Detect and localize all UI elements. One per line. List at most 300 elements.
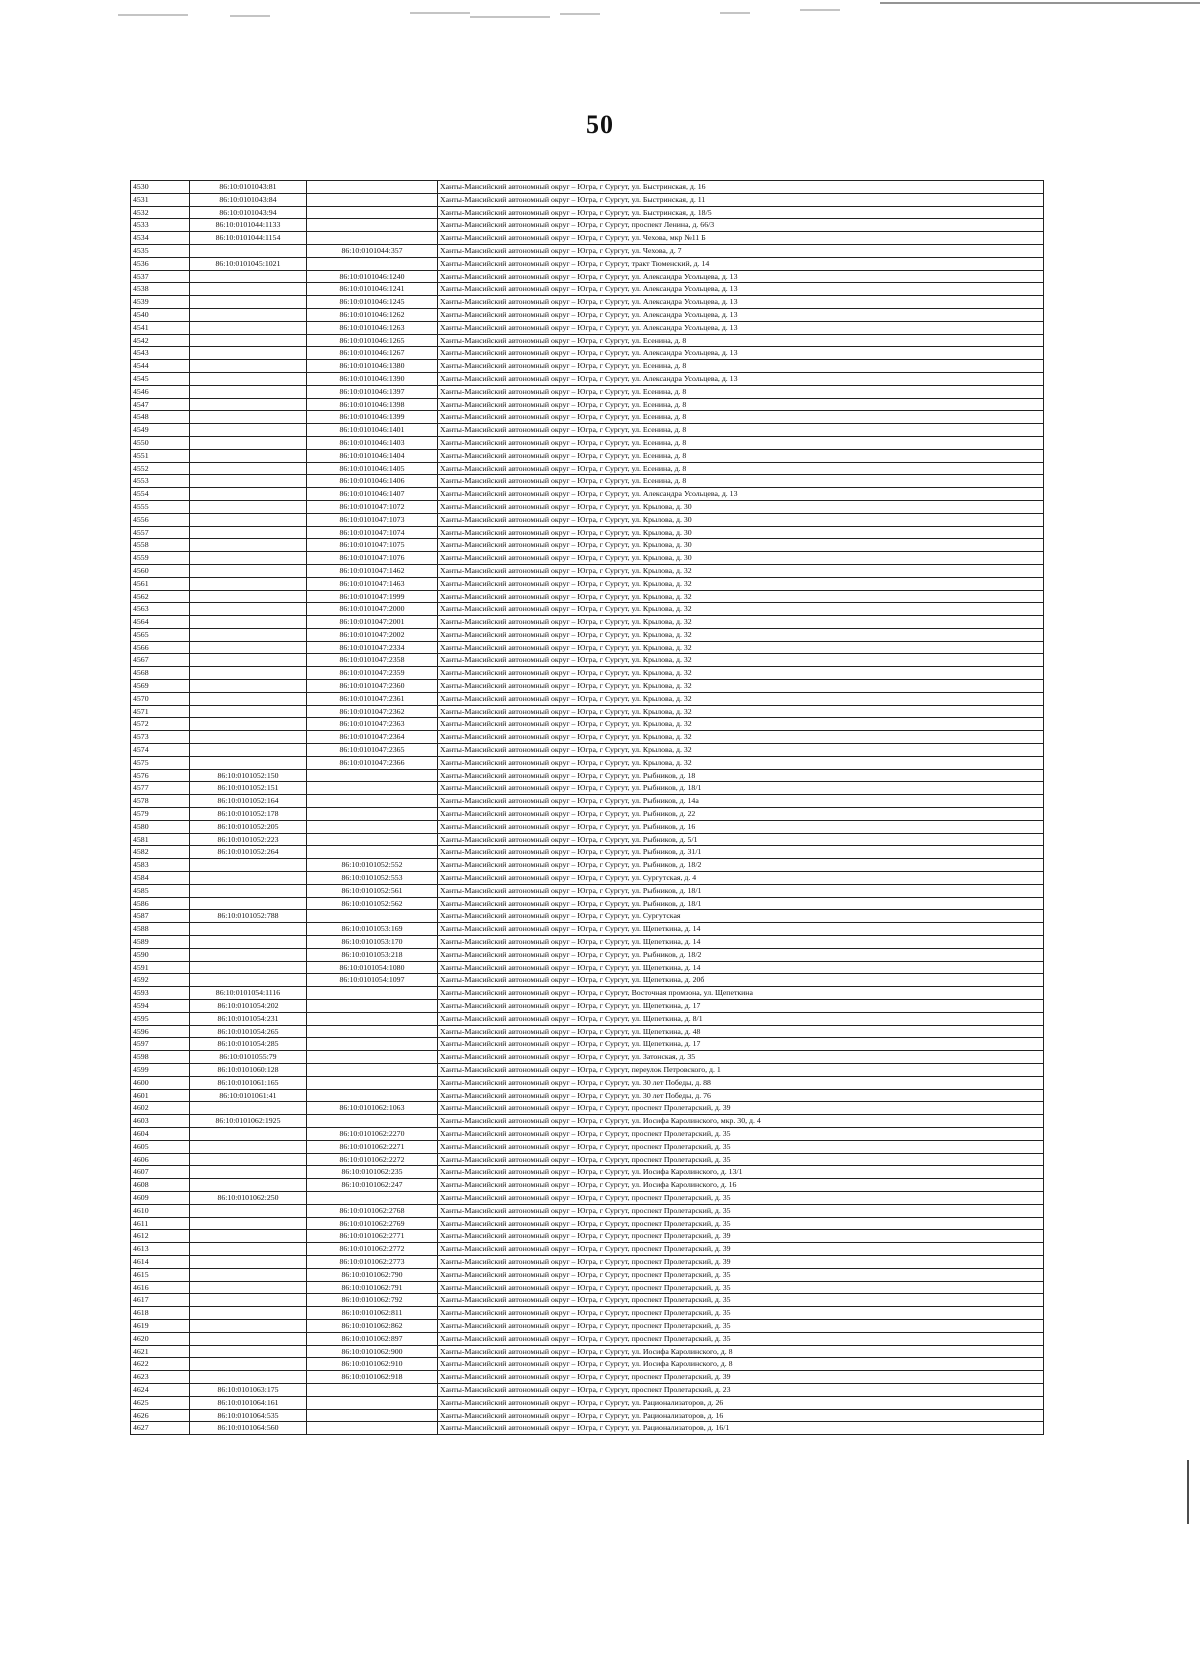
row-number: 4578 [131,795,190,808]
land-cadastral-number: 86:10:0101052:151 [190,782,307,795]
land-cadastral-number: 86:10:0101054:285 [190,1038,307,1051]
table-row [131,577,1044,590]
building-cadastral-number [307,1191,438,1204]
table-row [131,1217,1044,1230]
building-cadastral-number: 86:10:0101062:2270 [307,1127,438,1140]
land-cadastral-number: 86:10:0101064:560 [190,1422,307,1435]
land-cadastral-number [190,488,307,501]
table-row [131,321,1044,334]
land-cadastral-number: 86:10:0101052:223 [190,833,307,846]
row-number: 4574 [131,744,190,757]
address: Ханты-Мансийский автономный округ – Югра, г Сургут, ул. Крылова, д. 32 [438,628,1044,641]
table-row [131,616,1044,629]
land-cadastral-number [190,974,307,987]
building-cadastral-number: 86:10:0101062:811 [307,1307,438,1320]
row-number: 4595 [131,1012,190,1025]
building-cadastral-number: 86:10:0101052:553 [307,872,438,885]
row-number: 4544 [131,360,190,373]
address: Ханты-Мансийский автономный округ – Югра, г Сургут, тракт Тюменский, д. 14 [438,257,1044,270]
table-row [131,1063,1044,1076]
row-number: 4541 [131,321,190,334]
land-cadastral-number: 86:10:0101052:205 [190,820,307,833]
registry-table [130,180,1044,1435]
table-row [131,795,1044,808]
land-cadastral-number [190,372,307,385]
address: Ханты-Мансийский автономный округ – Югра, г Сургут, ул. Александра Усольцева, д. 13 [438,347,1044,360]
address: Ханты-Мансийский автономный округ – Югра, г Сургут, ул. Есенина, д. 8 [438,449,1044,462]
table-row [131,360,1044,373]
building-cadastral-number: 86:10:0101053:218 [307,948,438,961]
row-number: 4564 [131,616,190,629]
table-row [131,1102,1044,1115]
building-cadastral-number: 86:10:0101047:2366 [307,756,438,769]
table-row [131,782,1044,795]
address: Ханты-Мансийский автономный округ – Югра, г Сургут, ул. Рыбников, д. 18/2 [438,859,1044,872]
address: Ханты-Мансийский автономный округ – Югра, г Сургут, ул. Иосифа Каролинского, д. 16 [438,1179,1044,1192]
address: Ханты-Мансийский автономный округ – Югра, г Сургут, ул. Рационализаторов, д. 16 [438,1409,1044,1422]
row-number: 4618 [131,1307,190,1320]
row-number: 4581 [131,833,190,846]
building-cadastral-number [307,193,438,206]
row-number: 4597 [131,1038,190,1051]
building-cadastral-number: 86:10:0101047:2365 [307,744,438,757]
land-cadastral-number [190,1166,307,1179]
address: Ханты-Мансийский автономный округ – Югра, г Сургут, проспект Пролетарский, д. 35 [438,1127,1044,1140]
row-number: 4608 [131,1179,190,1192]
address: Ханты-Мансийский автономный округ – Югра, г Сургут, ул. Сургутская, д. 4 [438,872,1044,885]
building-cadastral-number: 86:10:0101047:2361 [307,692,438,705]
building-cadastral-number: 86:10:0101046:1405 [307,462,438,475]
land-cadastral-number [190,513,307,526]
row-number: 4532 [131,206,190,219]
land-cadastral-number [190,1294,307,1307]
land-cadastral-number [190,1371,307,1384]
land-cadastral-number [190,1102,307,1115]
address: Ханты-Мансийский автономный округ – Югра, г Сургут, ул. Сургутская [438,910,1044,923]
table-row [131,846,1044,859]
table-row [131,488,1044,501]
address: Ханты-Мансийский автономный округ – Югра, г Сургут, ул. Рыбников, д. 18 [438,769,1044,782]
address: Ханты-Мансийский автономный округ – Югра, г Сургут, ул. Есенина, д. 8 [438,334,1044,347]
row-number: 4591 [131,961,190,974]
table-row [131,1371,1044,1384]
building-cadastral-number [307,1089,438,1102]
building-cadastral-number: 86:10:0101047:1463 [307,577,438,590]
address: Ханты-Мансийский автономный округ – Югра, г Сургут, ул. Есенина, д. 8 [438,360,1044,373]
row-number: 4566 [131,641,190,654]
row-number: 4602 [131,1102,190,1115]
table-row [131,1307,1044,1320]
building-cadastral-number: 86:10:0101046:1399 [307,411,438,424]
table-row [131,1358,1044,1371]
building-cadastral-number: 86:10:0101046:1241 [307,283,438,296]
address: Ханты-Мансийский автономный округ – Югра, г Сургут, ул. Крылова, д. 32 [438,705,1044,718]
table-row [131,769,1044,782]
land-cadastral-number [190,603,307,616]
address: Ханты-Мансийский автономный округ – Югра, г Сургут, ул. Быстринская, д. 11 [438,193,1044,206]
building-cadastral-number [307,846,438,859]
table-row [131,731,1044,744]
building-cadastral-number: 86:10:0101046:1245 [307,296,438,309]
table-row [131,1255,1044,1268]
table-row [131,872,1044,885]
address: Ханты-Мансийский автономный округ – Югра, г Сургут, ул. Крылова, д. 30 [438,513,1044,526]
table-row [131,756,1044,769]
building-cadastral-number: 86:10:0101062:2771 [307,1230,438,1243]
row-number: 4547 [131,398,190,411]
building-cadastral-number: 86:10:0101047:1073 [307,513,438,526]
land-cadastral-number: 86:10:0101043:84 [190,193,307,206]
table-row [131,590,1044,603]
table-row [131,1230,1044,1243]
land-cadastral-number: 86:10:0101052:150 [190,769,307,782]
building-cadastral-number [307,1000,438,1013]
row-number: 4537 [131,270,190,283]
row-number: 4533 [131,219,190,232]
land-cadastral-number [190,283,307,296]
building-cadastral-number: 86:10:0101062:235 [307,1166,438,1179]
land-cadastral-number [190,923,307,936]
land-cadastral-number [190,897,307,910]
address: Ханты-Мансийский автономный округ – Югра, г Сургут, ул. Рыбников, д. 14а [438,795,1044,808]
address: Ханты-Мансийский автономный округ – Югра, г Сургут, ул. Крылова, д. 32 [438,756,1044,769]
table-row [131,181,1044,194]
table-row [131,987,1044,1000]
table-row [131,744,1044,757]
building-cadastral-number [307,782,438,795]
row-number: 4625 [131,1396,190,1409]
land-cadastral-number [190,936,307,949]
building-cadastral-number: 86:10:0101047:1076 [307,552,438,565]
table-row [131,974,1044,987]
building-cadastral-number: 86:10:0101047:2002 [307,628,438,641]
land-cadastral-number: 86:10:0101043:94 [190,206,307,219]
land-cadastral-number [190,308,307,321]
address: Ханты-Мансийский автономный округ – Югра, г Сургут, проспект Пролетарский, д. 39 [438,1102,1044,1115]
address: Ханты-Мансийский автономный округ – Югра, г Сургут, ул. Рационализаторов, д. 26 [438,1396,1044,1409]
address: Ханты-Мансийский автономный округ – Югра, г Сургут, ул. Есенина, д. 8 [438,462,1044,475]
land-cadastral-number: 86:10:0101052:788 [190,910,307,923]
table-row [131,552,1044,565]
land-cadastral-number [190,1281,307,1294]
row-number: 4576 [131,769,190,782]
table-row [131,334,1044,347]
table-row [131,948,1044,961]
building-cadastral-number [307,910,438,923]
address: Ханты-Мансийский автономный округ – Югра, г Сургут, проспект Пролетарский, д. 39 [438,1243,1044,1256]
row-number: 4538 [131,283,190,296]
address: Ханты-Мансийский автономный округ – Югра, г Сургут, проспект Пролетарский, д. 35 [438,1332,1044,1345]
row-number: 4572 [131,718,190,731]
land-cadastral-number: 86:10:0101063:175 [190,1383,307,1396]
table-row [131,833,1044,846]
address: Ханты-Мансийский автономный округ – Югра, г Сургут, ул. Крылова, д. 32 [438,680,1044,693]
row-number: 4535 [131,244,190,257]
building-cadastral-number [307,232,438,245]
row-number: 4543 [131,347,190,360]
land-cadastral-number [190,744,307,757]
table-row [131,1179,1044,1192]
address: Ханты-Мансийский автономный округ – Югра, г Сургут, Восточная промзона, ул. Щепеткина [438,987,1044,1000]
address: Ханты-Мансийский автономный округ – Югра, г Сургут, ул. Быстринская, д. 18/5 [438,206,1044,219]
building-cadastral-number: 86:10:0101046:1401 [307,424,438,437]
building-cadastral-number: 86:10:0101044:357 [307,244,438,257]
land-cadastral-number [190,756,307,769]
row-number: 4619 [131,1319,190,1332]
row-number: 4620 [131,1332,190,1345]
address: Ханты-Мансийский автономный округ – Югра, г Сургут, ул. 30 лет Победы, д. 76 [438,1089,1044,1102]
building-cadastral-number: 86:10:0101047:2359 [307,667,438,680]
row-number: 4590 [131,948,190,961]
row-number: 4577 [131,782,190,795]
building-cadastral-number: 86:10:0101046:1404 [307,449,438,462]
table-row [131,244,1044,257]
table-row [131,424,1044,437]
address: Ханты-Мансийский автономный округ – Югра, г Сургут, проспект Пролетарский, д. 35 [438,1307,1044,1320]
address: Ханты-Мансийский автономный округ – Югра, г Сургут, проспект Пролетарский, д. 35 [438,1281,1044,1294]
land-cadastral-number [190,1307,307,1320]
land-cadastral-number [190,577,307,590]
row-number: 4621 [131,1345,190,1358]
building-cadastral-number: 86:10:0101047:2363 [307,718,438,731]
row-number: 4570 [131,692,190,705]
table-row [131,1076,1044,1089]
land-cadastral-number: 86:10:0101052:164 [190,795,307,808]
land-cadastral-number [190,244,307,257]
building-cadastral-number [307,206,438,219]
page-number: 50 [586,110,614,139]
land-cadastral-number [190,1217,307,1230]
row-number: 4604 [131,1127,190,1140]
table-row [131,936,1044,949]
address: Ханты-Мансийский автономный округ – Югра, г Сургут, ул. Щепеткина, д. 14 [438,936,1044,949]
row-number: 4539 [131,296,190,309]
row-number: 4573 [131,731,190,744]
building-cadastral-number: 86:10:0101047:2362 [307,705,438,718]
address: Ханты-Мансийский автономный округ – Югра, г Сургут, ул. Александра Усольцева, д. 13 [438,308,1044,321]
row-number: 4555 [131,500,190,513]
building-cadastral-number [307,1409,438,1422]
building-cadastral-number [307,219,438,232]
row-number: 4606 [131,1153,190,1166]
address: Ханты-Мансийский автономный округ – Югра, г Сургут, ул. Затонская, д. 35 [438,1051,1044,1064]
land-cadastral-number: 86:10:0101055:79 [190,1051,307,1064]
land-cadastral-number [190,1179,307,1192]
address: Ханты-Мансийский автономный округ – Югра, г Сургут, проспект Пролетарский, д. 23 [438,1383,1044,1396]
address: Ханты-Мансийский автономный округ – Югра, г Сургут, ул. Крылова, д. 32 [438,731,1044,744]
row-number: 4580 [131,820,190,833]
row-number: 4596 [131,1025,190,1038]
building-cadastral-number: 86:10:0101046:1262 [307,308,438,321]
building-cadastral-number: 86:10:0101052:561 [307,884,438,897]
row-number: 4557 [131,526,190,539]
land-cadastral-number [190,424,307,437]
land-cadastral-number [190,564,307,577]
building-cadastral-number: 86:10:0101046:1263 [307,321,438,334]
table-row [131,718,1044,731]
land-cadastral-number [190,1140,307,1153]
land-cadastral-number [190,334,307,347]
address: Ханты-Мансийский автономный округ – Югра, г Сургут, ул. Иосифа Каролинского, д. 13/1 [438,1166,1044,1179]
building-cadastral-number: 86:10:0101047:2000 [307,603,438,616]
building-cadastral-number: 86:10:0101047:1072 [307,500,438,513]
land-cadastral-number [190,1243,307,1256]
building-cadastral-number: 86:10:0101046:1267 [307,347,438,360]
address: Ханты-Мансийский автономный округ – Югра, г Сургут, ул. Есенина, д. 8 [438,411,1044,424]
land-cadastral-number [190,500,307,513]
table-row [131,859,1044,872]
row-number: 4556 [131,513,190,526]
address: Ханты-Мансийский автономный округ – Югра, г Сургут, ул. Рыбников, д. 18/2 [438,948,1044,961]
row-number: 4540 [131,308,190,321]
building-cadastral-number: 86:10:0101046:1265 [307,334,438,347]
building-cadastral-number: 86:10:0101047:1074 [307,526,438,539]
table-row [131,628,1044,641]
address: Ханты-Мансийский автономный округ – Югра, г Сургут, проспект Пролетарский, д. 35 [438,1140,1044,1153]
row-number: 4584 [131,872,190,885]
row-number: 4542 [131,334,190,347]
address: Ханты-Мансийский автономный округ – Югра, г Сургут, ул. Иосифа Каролинского, мкр. 30, д. 4 [438,1115,1044,1128]
building-cadastral-number: 86:10:0101054:1080 [307,961,438,974]
table-row [131,1012,1044,1025]
table-row [131,1396,1044,1409]
land-cadastral-number [190,641,307,654]
address: Ханты-Мансийский автономный округ – Югра, г Сургут, ул. Иосифа Каролинского, д. 8 [438,1345,1044,1358]
address: Ханты-Мансийский автономный округ – Югра, г Сургут, ул. 30 лет Победы, д. 88 [438,1076,1044,1089]
scan-edge-mark [1187,1460,1189,1524]
land-cadastral-number [190,1153,307,1166]
land-cadastral-number [190,667,307,680]
row-number: 4571 [131,705,190,718]
land-cadastral-number [190,1204,307,1217]
row-number: 4552 [131,462,190,475]
land-cadastral-number: 86:10:0101044:1154 [190,232,307,245]
address: Ханты-Мансийский автономный округ – Югра, г Сургут, проспект Пролетарский, д. 35 [438,1319,1044,1332]
land-cadastral-number [190,654,307,667]
row-number: 4575 [131,756,190,769]
building-cadastral-number: 86:10:0101052:562 [307,897,438,910]
address: Ханты-Мансийский автономный округ – Югра, г Сургут, ул. Рыбников, д. 16 [438,820,1044,833]
address: Ханты-Мансийский автономный округ – Югра, г Сургут, ул. Крылова, д. 32 [438,564,1044,577]
table-row [131,1345,1044,1358]
address: Ханты-Мансийский автономный округ – Югра, г Сургут, ул. Крылова, д. 30 [438,526,1044,539]
land-cadastral-number [190,296,307,309]
land-cadastral-number [190,1127,307,1140]
address: Ханты-Мансийский автономный округ – Югра, г Сургут, ул. Есенина, д. 8 [438,475,1044,488]
row-number: 4613 [131,1243,190,1256]
address: Ханты-Мансийский автономный округ – Югра, г Сургут, ул. Быстринская, д. 16 [438,181,1044,194]
table-row [131,436,1044,449]
address: Ханты-Мансийский автономный округ – Югра, г Сургут, проспект Пролетарский, д. 39 [438,1371,1044,1384]
row-number: 4567 [131,654,190,667]
table-row [131,1191,1044,1204]
table-row [131,539,1044,552]
building-cadastral-number [307,1038,438,1051]
row-number: 4550 [131,436,190,449]
address: Ханты-Мансийский автономный округ – Югра, г Сургут, ул. Крылова, д. 32 [438,616,1044,629]
row-number: 4549 [131,424,190,437]
land-cadastral-number: 86:10:0101064:161 [190,1396,307,1409]
row-number: 4626 [131,1409,190,1422]
land-cadastral-number [190,616,307,629]
table-row [131,884,1044,897]
land-cadastral-number [190,526,307,539]
building-cadastral-number: 86:10:0101046:1398 [307,398,438,411]
land-cadastral-number: 86:10:0101054:202 [190,1000,307,1013]
row-number: 4605 [131,1140,190,1153]
table-row [131,564,1044,577]
building-cadastral-number: 86:10:0101047:2358 [307,654,438,667]
building-cadastral-number: 86:10:0101062:2769 [307,1217,438,1230]
address: Ханты-Мансийский автономный округ – Югра, г Сургут, ул. Есенина, д. 8 [438,398,1044,411]
building-cadastral-number [307,1051,438,1064]
building-cadastral-number: 86:10:0101062:897 [307,1332,438,1345]
table-row [131,283,1044,296]
address: Ханты-Мансийский автономный округ – Югра, г Сургут, проспект Пролетарский, д. 35 [438,1268,1044,1281]
table-row [131,1127,1044,1140]
row-number: 4562 [131,590,190,603]
land-cadastral-number [190,884,307,897]
building-cadastral-number: 86:10:0101062:2768 [307,1204,438,1217]
land-cadastral-number: 86:10:0101062:1925 [190,1115,307,1128]
row-number: 4560 [131,564,190,577]
row-number: 4615 [131,1268,190,1281]
table-row [131,923,1044,936]
address: Ханты-Мансийский автономный округ – Югра, г Сургут, ул. Рыбников, д. 22 [438,808,1044,821]
row-number: 4561 [131,577,190,590]
row-number: 4563 [131,603,190,616]
address: Ханты-Мансийский автономный округ – Югра, г Сургут, ул. Рыбников, д. 31/1 [438,846,1044,859]
building-cadastral-number: 86:10:0101047:1999 [307,590,438,603]
address: Ханты-Мансийский автономный округ – Югра, г Сургут, проспект Пролетарский, д. 39 [438,1255,1044,1268]
row-number: 4582 [131,846,190,859]
table-row [131,1166,1044,1179]
land-cadastral-number: 86:10:0101052:264 [190,846,307,859]
address: Ханты-Мансийский автономный округ – Югра, г Сургут, ул. Щепеткина, д. 20б [438,974,1044,987]
table-row [131,1115,1044,1128]
row-number: 4579 [131,808,190,821]
address: Ханты-Мансийский автономный округ – Югра, г Сургут, ул. Чехова, д. 7 [438,244,1044,257]
land-cadastral-number [190,731,307,744]
row-number: 4530 [131,181,190,194]
building-cadastral-number: 86:10:0101062:791 [307,1281,438,1294]
land-cadastral-number [190,680,307,693]
building-cadastral-number: 86:10:0101062:790 [307,1268,438,1281]
building-cadastral-number [307,1025,438,1038]
address: Ханты-Мансийский автономный округ – Югра, г Сургут, проспект Ленина, д. 66/3 [438,219,1044,232]
building-cadastral-number: 86:10:0101046:1390 [307,372,438,385]
row-number: 4622 [131,1358,190,1371]
address: Ханты-Мансийский автономный округ – Югра, г Сургут, проспект Пролетарский, д. 35 [438,1153,1044,1166]
table-row [131,193,1044,206]
row-number: 4617 [131,1294,190,1307]
row-number: 4599 [131,1063,190,1076]
land-cadastral-number [190,1268,307,1281]
building-cadastral-number: 86:10:0101046:1380 [307,360,438,373]
land-cadastral-number: 86:10:0101045:1021 [190,257,307,270]
address: Ханты-Мансийский автономный округ – Югра, г Сургут, ул. Александра Усольцева, д. 13 [438,321,1044,334]
row-number: 4583 [131,859,190,872]
row-number: 4545 [131,372,190,385]
table-row [131,1038,1044,1051]
table-row [131,692,1044,705]
table-row [131,1268,1044,1281]
table-row [131,1089,1044,1102]
building-cadastral-number: 86:10:0101062:2271 [307,1140,438,1153]
row-number: 4568 [131,667,190,680]
address: Ханты-Мансийский автономный округ – Югра, г Сургут, ул. Крылова, д. 32 [438,692,1044,705]
row-number: 4607 [131,1166,190,1179]
